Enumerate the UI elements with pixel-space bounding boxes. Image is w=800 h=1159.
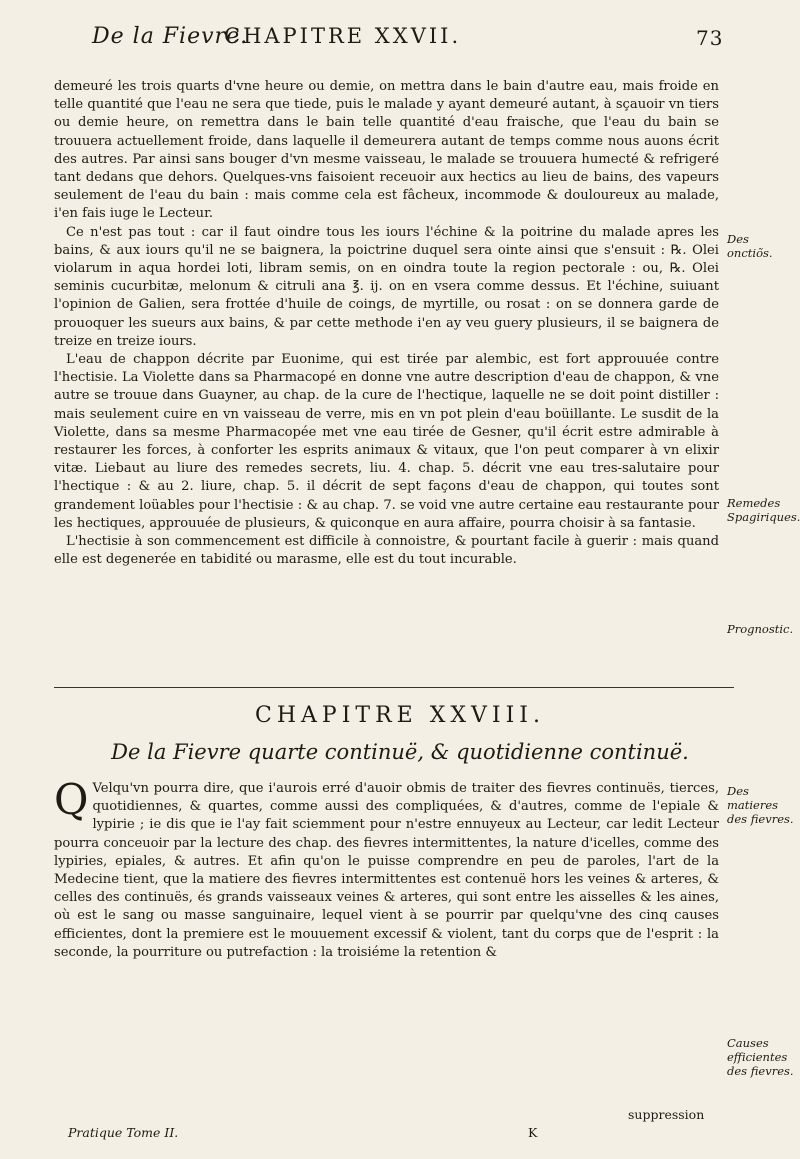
paragraph: Ce n'est pas tout : car il faut oindre tous les iours l'échine & la poitrine du malade apres les bains, & aux iours qu'il ne se baignera, la poictrine duquel sera ointe ainsi que s'ensuit : ℞. Olei violarum in aqua hordei loti, libram semis, on en oindra toute la region pectorale : ou, ℞. Olei seminis cucurbitæ, melonum & citruli ana ℥. ij. on en vsera comme dessus. Et l'échine, suiuant l'opinion de Galien, sera frottée d'huile de coings, de myrtille, ou rosat : on se donnera garde de prouoquer les sueurs aux bains, & par cette methode i'en ay veu guery plusieurs, il se baignera de treize en treize iours. xyxy=(54,224,719,349)
chapter-28-text xyxy=(54,775,719,962)
margin-note-matieres: Des matieres des fievres. xyxy=(727,784,794,826)
paragraph: L'hectisie à son commencement est difficile à connoistre, & pourtant facile à guerir : mais quand elle est degenerée en tabidité ou marasme, elle est du tout incurable. xyxy=(54,534,719,568)
chapter-28-subtitle: De la Fievre quarte continuë, & quotidienne continuë. xyxy=(111,740,689,764)
paragraph xyxy=(54,775,719,962)
chapter-heading: CHAPITRE XXVII. xyxy=(224,24,462,48)
margin-note-prognostic: Prognostic. xyxy=(727,622,794,636)
catchword: suppression xyxy=(628,1107,705,1122)
margin-note-remedes: Remedes Spagiriques. xyxy=(727,496,800,524)
paragraph: L'eau de chappon décrite par Euonime, qui est tirée par alembic, est fort approuuée contre l'hectisie. La Violette dans sa Pharmacopé en donne vne autre description d'eau de chappon, & vne autre se trouue dans Guayner, au chap. de la cure de l'hectique, laquelle ne se doit point distiller : mais seulement cuire en vn vaisseau de verre, mis en vn pot plein d'eau boüillante. Le susdit de la Violette, dans sa mesme Pharmacopée met vne eau tirée de Gesner, qu'il écrit estre admirable à restaurer les forces, à conforter les esprits animaux & vitaux, que l'on peut comparer à vn elixir vitæ. Liebaut au liure des remedes secrets, liu. 4. chap. 5. décrit vne eau tres-salutaire pour l'hectique : & au 2. liure, chap. 5. il décrit de sept façons d'eau de chappon, qui toutes sont grandement loüables pour l'hectisie : & au chap. 7. se void vne autre certaine eau restaurante pour les hectiques, approuuée de plusieurs, & quiconque en aura affaire, pourra choisir à sa fantasie. xyxy=(54,352,719,531)
paragraph-text: Velqu'vn pourra dire, que i'aurois erré d'auoir obmis de traiter des fievres continuës, tierces, quotidiennes, & quartes, comme aussi des compliquées, & d'autres, comme de l'epiale & lypirie ; ie dis que ie l'ay fait sciemment pour n'estre ennuyeux au Lecteur, car ledit Lecteur pourra conceuoir par la lecture des chap. des fievres intermittentes, la nature d'icelles, comme des lypiries, epiales, & autres. Et afin qu'on le puisse comprendre en peu de paroles, l'art de la Medecine tient, que la matiere des fievres intermittentes est contenuë hors les veines & arteres, & celles des continuës, és grands vaisseaux veines & arteres, qui sont entre les aisselles & les aines, où est le sang ou masse sanguinaire, lequel vient à se pourrir par quelqu'vne des cinq causes efficientes, dont la premiere est le mouuement excessif & violent, tant du corps que de l'esprit : la seconde, la pourriture ou putrefaction : la troisiéme la retention & xyxy=(54,781,719,960)
paragraph: demeuré les trois quarts d'vne heure ou demie, on mettra dans le bain d'autre eau, mais froide en telle quantité que l'eau ne sera que tiede, puis le malade y ayant demeuré autant, à sçauoir vn tiers ou demie heure, on remettra dans le bain telle quantité d'eau fraische, que l'eau du bain se trouuera actuellement froide, dans laquelle il demeurera autant de temps comme nous auons écrit des autres. Par ainsi sans bouger d'vn mesme vaisseau, le malade se trouuera humecté & refrigeré tant dedans que dehors. Quelques-vns faisoient receuoir aux hectics au lieu de bains, des vapeurs seulement de l'eau du bain : mais comme cela est fâcheux, incommode & douloureux au malade, i'en fais iuge le Lecteur. xyxy=(54,79,719,222)
page-number: 73 xyxy=(696,26,724,50)
running-header xyxy=(92,16,724,56)
margin-note-onctions: Des onctiõs. xyxy=(727,232,773,260)
footer-volume: Pratique Tome II. xyxy=(68,1125,179,1140)
drop-cap: Q xyxy=(54,775,89,824)
page-footer xyxy=(68,1107,705,1140)
signature-mark: K xyxy=(528,1125,538,1140)
running-title: De la Fievre. xyxy=(92,24,249,49)
chapter-27-text xyxy=(54,78,719,569)
chapter-28-title: CHAPITRE XXVIII. xyxy=(255,703,545,728)
chapter-divider xyxy=(54,687,734,688)
margin-note-causes: Causes efficientes des fievres. xyxy=(727,1036,794,1078)
